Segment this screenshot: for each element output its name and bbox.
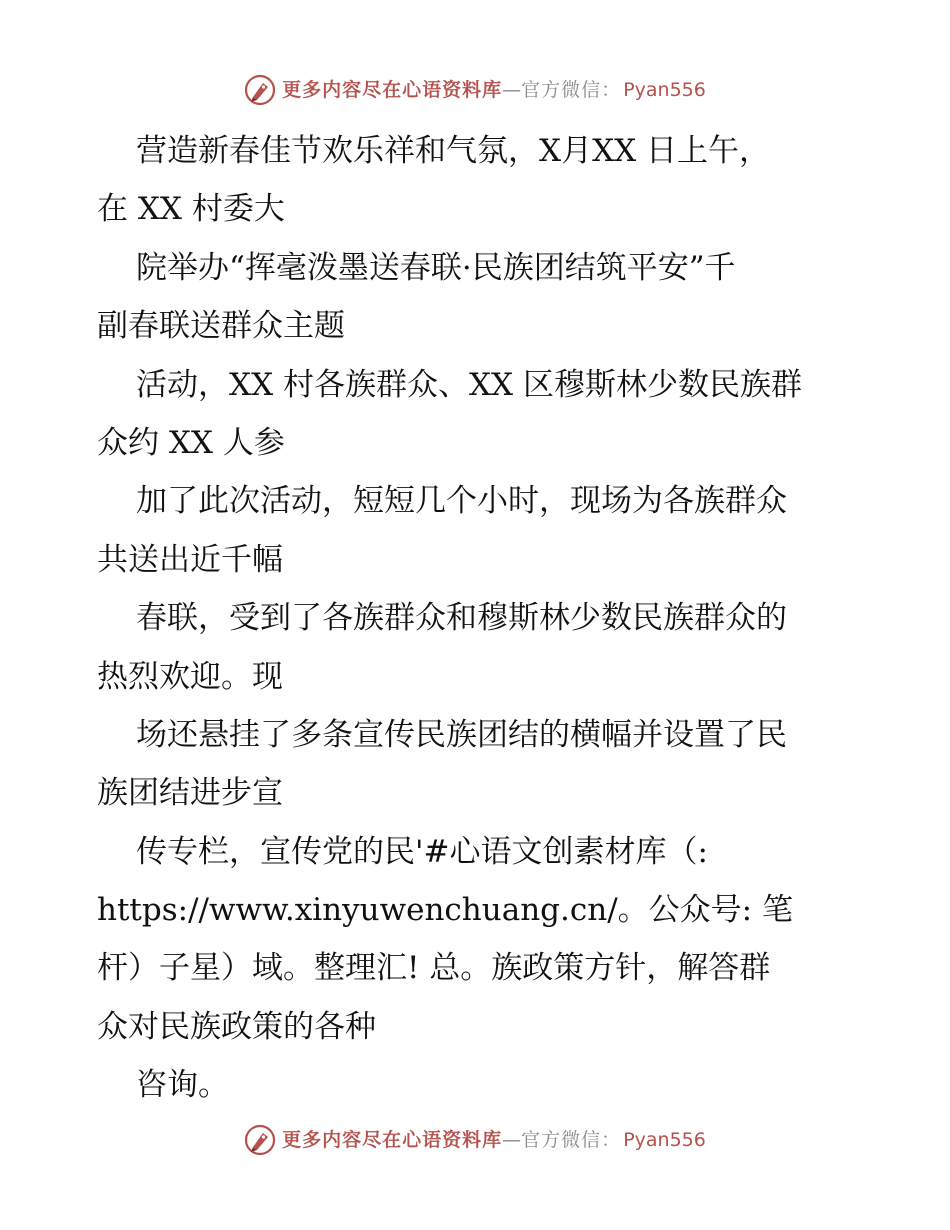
banner-site-name: 更多内容尽在心语资料库 (282, 79, 503, 101)
paragraph-line: 院举办“挥毫泼墨送春联·民族团结筑平安”千 (136, 249, 736, 286)
document-body (97, 122, 857, 1115)
paragraph-line: 营造新春佳节欢乐祥和气氛，X月XX 日上午， (136, 133, 771, 169)
banner-site-name: 更多内容尽在心语资料库 (282, 1129, 503, 1151)
paragraph-line: 活动，XX 村各族群众、XX 区穆斯林少数民族群 (136, 366, 802, 403)
paragraph-line: 族团结进步宣 (97, 775, 283, 812)
header-banner (0, 72, 950, 108)
paragraph-line: 众约 XX 人参 (97, 424, 285, 461)
paragraph-line: 杆）子星）域。整理汇! 总。族政策方针，解答群 (97, 950, 771, 987)
banner-dash: — (502, 1129, 522, 1151)
banner-wechat-id: Pyan556 (623, 79, 706, 101)
banner-wechat-label: 官方微信： (521, 79, 622, 101)
paragraph-line: 在 XX 村委大 (97, 191, 285, 228)
paragraph-line: 加了此次活动，短短几个小时，现场为各族群众 (136, 483, 787, 520)
paragraph-line: 咨询。 (136, 1067, 229, 1104)
paragraph-line: https://www.xinyuwenchuang.cn/。公众号: 笔 (97, 892, 793, 929)
paragraph-line: 场还悬挂了多条宣传民族团结的横幅并设置了民 (136, 716, 787, 753)
pen-nib-logo-icon (244, 74, 276, 106)
paragraph-line: 春联，受到了各族群众和穆斯林少数民族群众的 (136, 600, 787, 637)
paragraph-line: 热烈欢迎。现 (97, 658, 283, 695)
banner-wechat-id: Pyan556 (623, 1129, 706, 1151)
paragraph-line: 副春联送群众主题 (97, 308, 345, 345)
footer-banner (0, 1122, 950, 1158)
banner-wechat-label: 官方微信： (521, 1129, 622, 1151)
pen-nib-logo-icon (244, 1124, 276, 1156)
paragraph-line: 传专栏，宣传党的民'#心语文创素材库（: (136, 833, 708, 870)
banner-dash: — (502, 79, 522, 101)
paragraph-line: 众对民族政策的各种 (97, 1008, 376, 1045)
paragraph-line: 共送出近千幅 (97, 541, 283, 578)
